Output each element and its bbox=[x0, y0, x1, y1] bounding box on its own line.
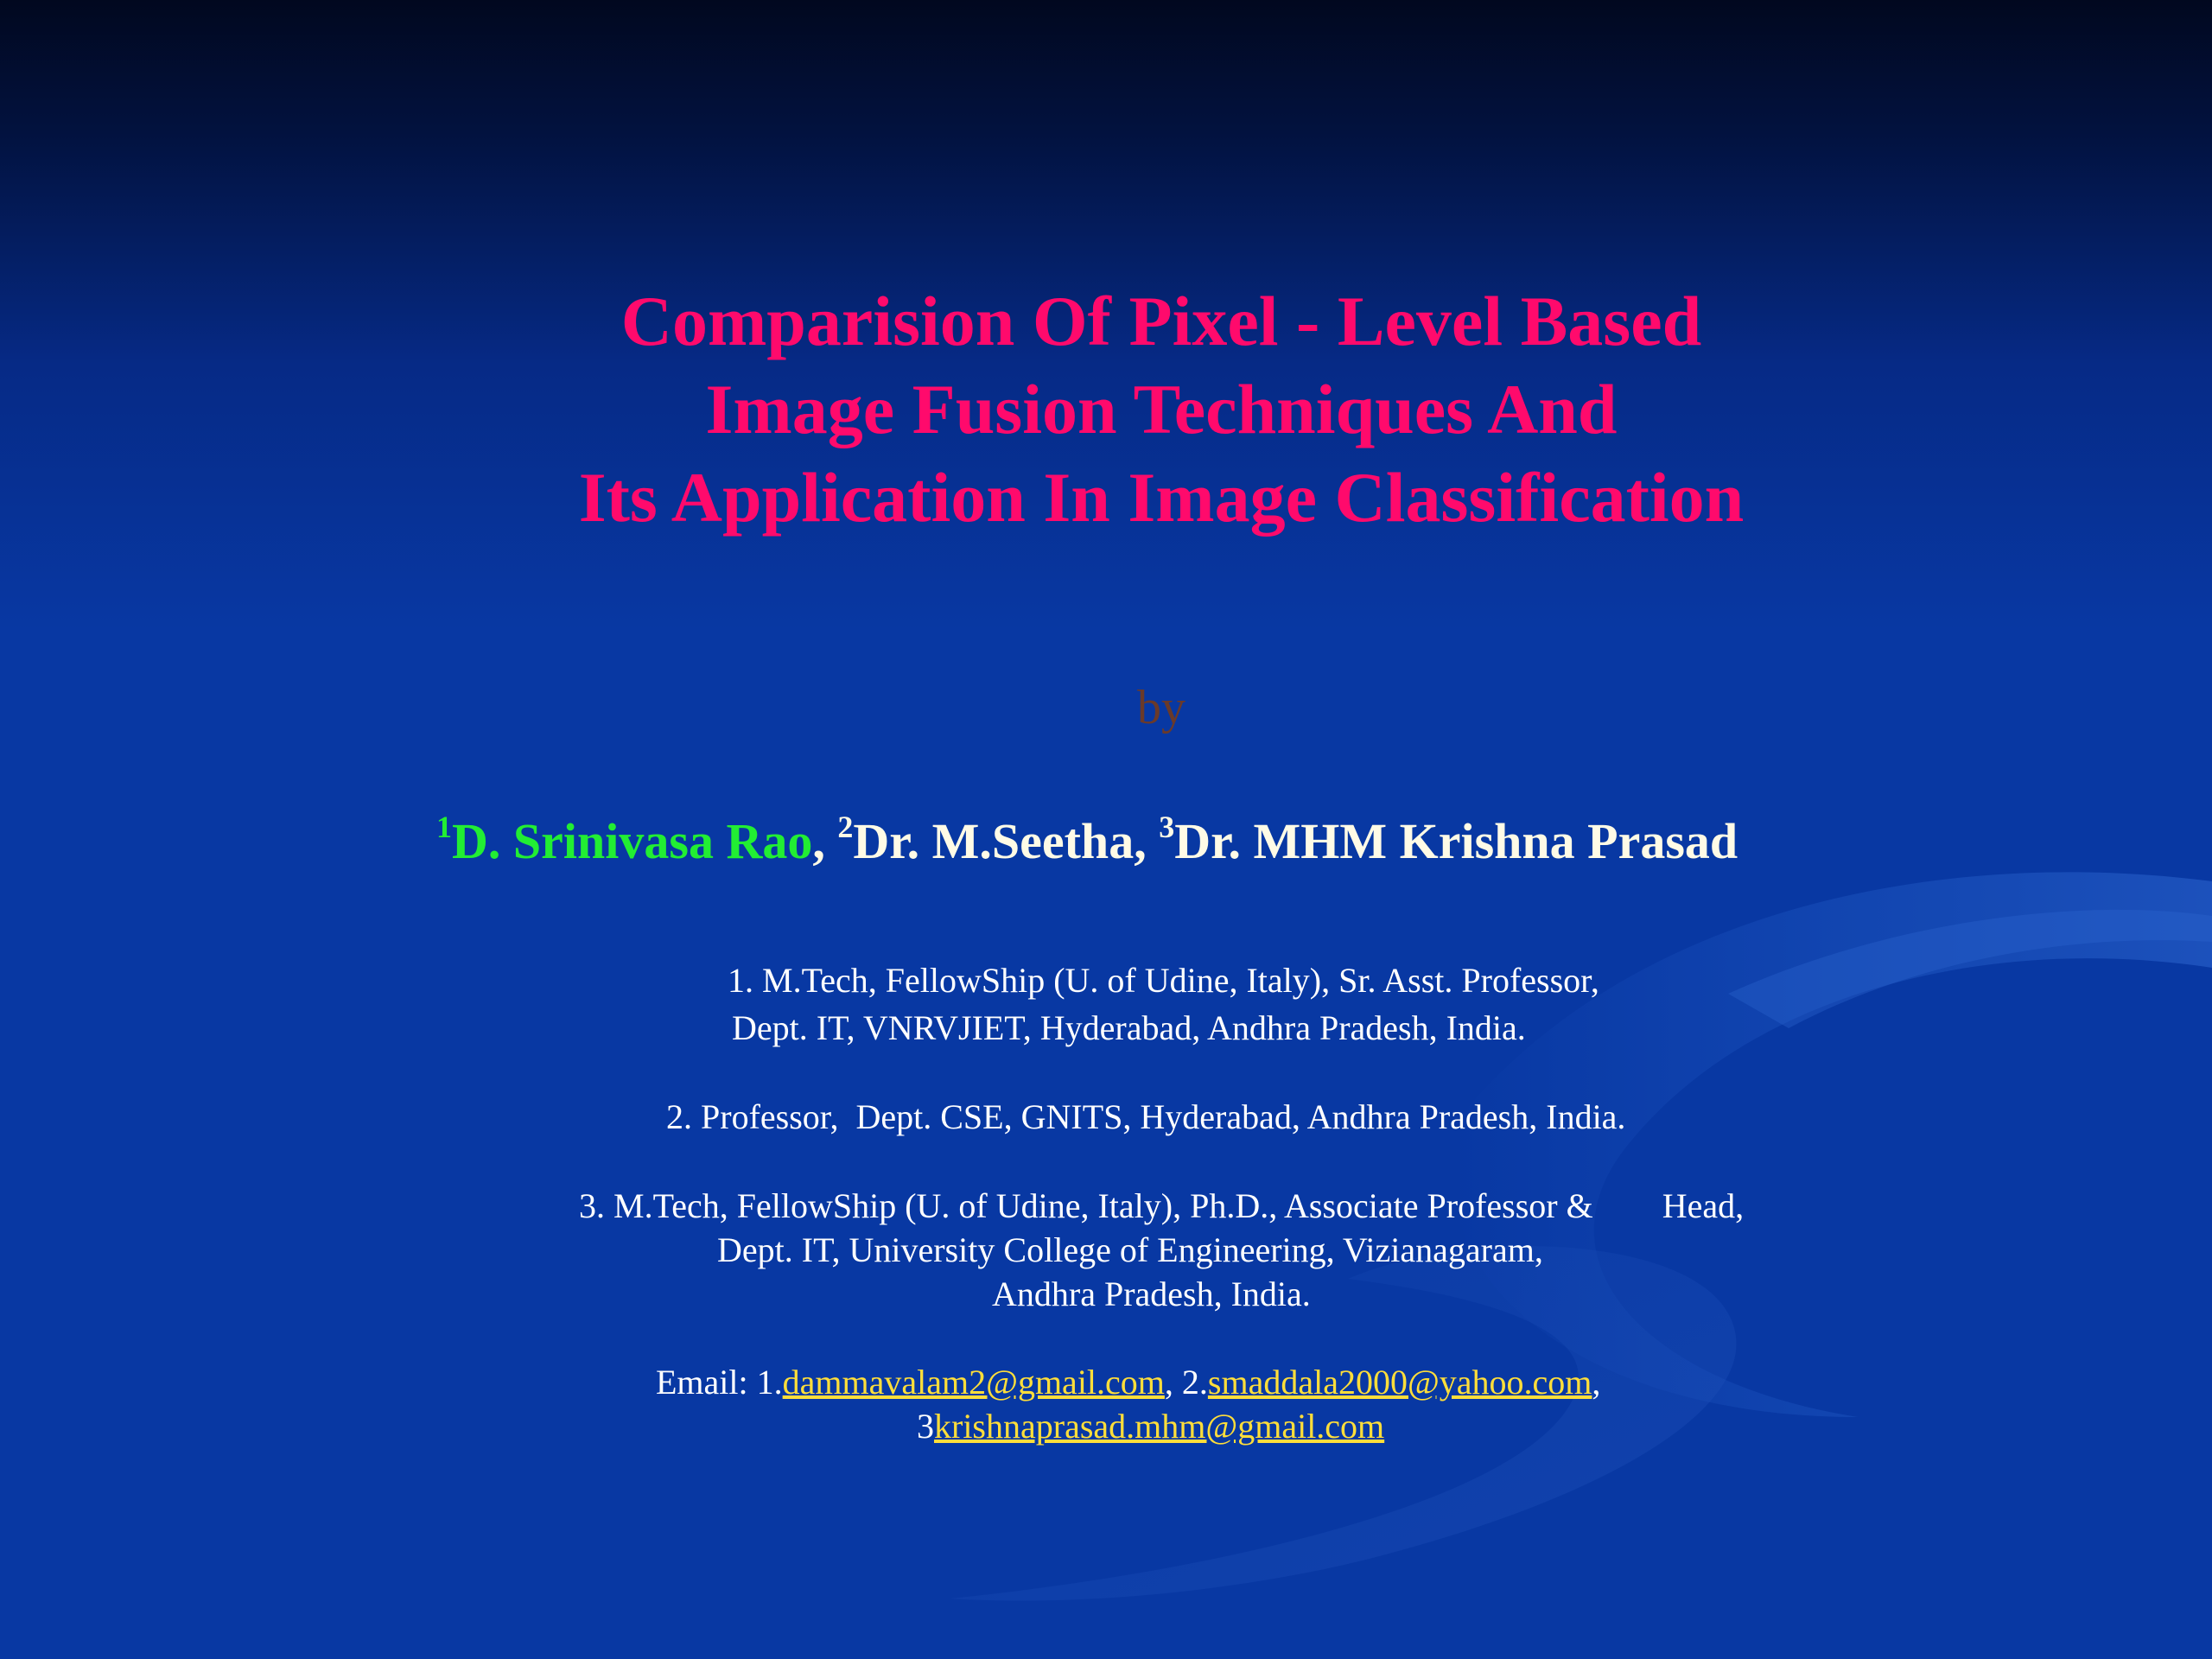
affiliation-3-line-3: Andhra Pradesh, India. bbox=[992, 1274, 1311, 1313]
title-line-1: Comparision Of Pixel - Level Based bbox=[620, 282, 1702, 360]
affiliation-3-line-1: 3. M.Tech, FellowShip (U. of Udine, Italy), Ph.D., Associate Professor & Head, bbox=[579, 1186, 1745, 1225]
author-2-name: Dr. M.Seetha bbox=[853, 813, 1135, 869]
email-3-prefix: 3 bbox=[917, 1407, 934, 1446]
email-line-2 bbox=[917, 1404, 1384, 1449]
email-line-1 bbox=[656, 1360, 1600, 1405]
authors-line bbox=[436, 807, 1738, 876]
author-1 bbox=[436, 810, 813, 869]
affiliation-2: 2. Professor, Dept. CSE, GNITS, Hyderabad, Andhra Pradesh, India. bbox=[666, 1097, 1626, 1136]
affiliation-1-line-2: Dept. IT, VNRVJIET, Hyderabad, Andhra Pradesh, India. bbox=[732, 1008, 1526, 1047]
title-line-2: Image Fusion Techniques And bbox=[705, 370, 1618, 448]
author-3-number: 3 bbox=[1159, 810, 1175, 844]
author-1-number: 1 bbox=[436, 810, 452, 844]
affiliation-1-line-1: 1. M.Tech, FellowShip (U. of Udine, Italy), Sr. Asst. Professor, bbox=[728, 961, 1599, 1000]
author-2-separator: , bbox=[1134, 813, 1160, 869]
email-link-1[interactable]: dammavalam2@gmail.com bbox=[782, 1363, 1165, 1402]
by-label: by bbox=[1137, 681, 1185, 734]
email-link-2[interactable]: smaddala2000@yahoo.com bbox=[1207, 1363, 1592, 1402]
email-link-3[interactable]: krishnaprasad.mhm@gmail.com bbox=[934, 1407, 1385, 1446]
email-separator-1: , 2. bbox=[1164, 1363, 1208, 1402]
author-3-name: Dr. MHM Krishna Prasad bbox=[1174, 813, 1738, 869]
author-1-separator: , bbox=[812, 813, 838, 869]
title-line-3: Its Application In Image Classification bbox=[578, 458, 1745, 537]
author-2-number: 2 bbox=[837, 810, 854, 844]
affiliation-3-line-2: Dept. IT, University College of Engineering, Vizianagaram, bbox=[717, 1230, 1543, 1269]
author-1-name: D. Srinivasa Rao bbox=[452, 813, 813, 869]
email-label: Email: 1. bbox=[656, 1363, 783, 1402]
email-separator-2: , bbox=[1592, 1363, 1601, 1402]
